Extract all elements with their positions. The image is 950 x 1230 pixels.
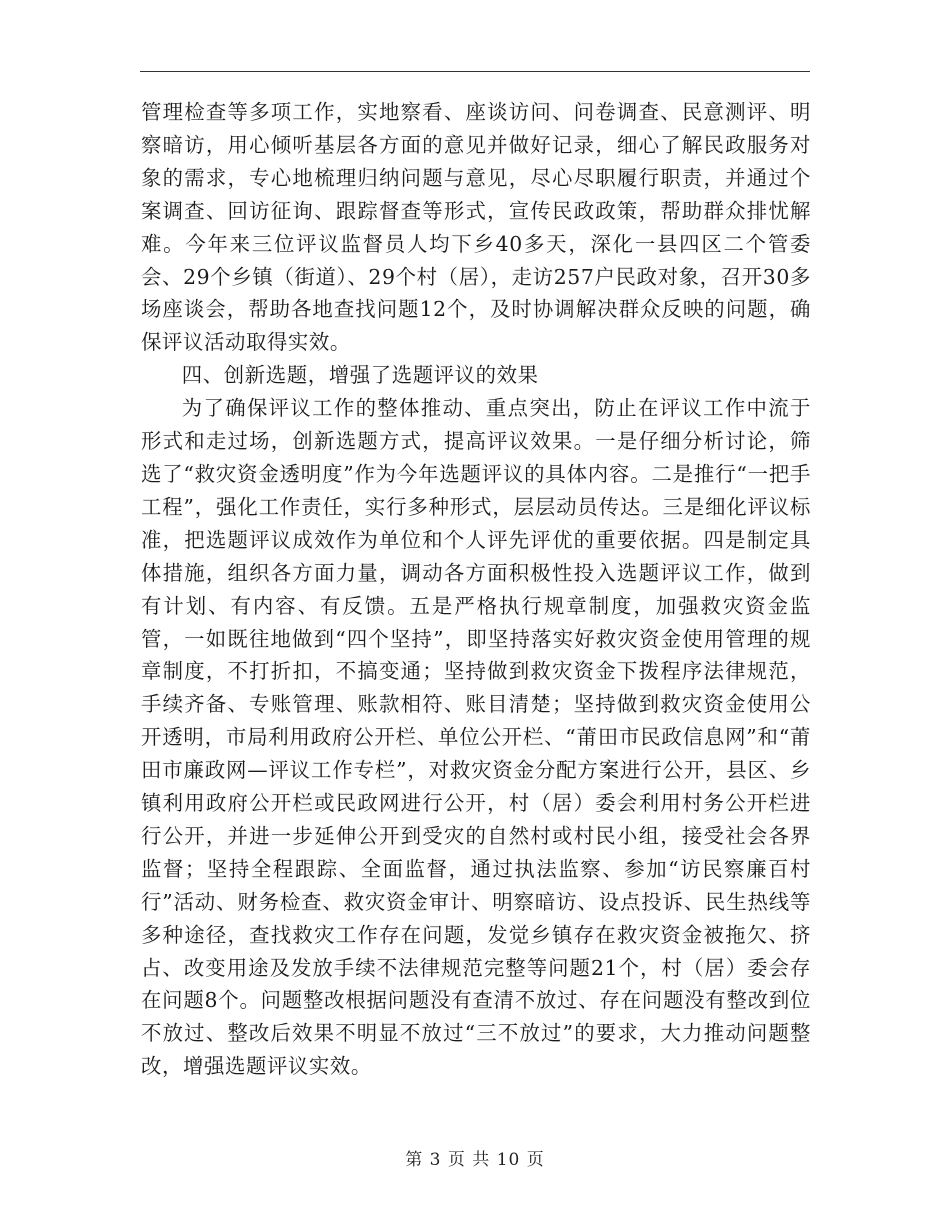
section-heading: 四、创新选题，增强了选题评议的效果 — [181, 363, 539, 388]
paragraph-continuation: 管理检查等多项工作，实地察看、座谈访问、问卷调查、民意测评、明察暗访，用心倾听基层各方面的意见并做好记录，细心了解民政服务对象的需求，专心地梳理归纳问题与意见，尽心尽职履行职责，并通过个案调查、回访征询、跟踪督查等形式，宣传民政政策，帮助群众排忧解难。今年来三位评议监督员人均下乡40多天，深化一县四区二个管委会、29个乡镇（街道）、29个村（居），走访257户民政对象，召开30多场座谈会，帮助各地查找问题12个，及时协调解决群众反映的问题，确保评议活动取得实效。 — [141, 100, 811, 355]
page-number: 第 3 页 共 10 页 — [405, 1150, 545, 1170]
document-body — [141, 96, 811, 1083]
paragraph-section-four: 为了确保评议工作的整体推动、重点突出，防止在评议工作中流于形式和走过场，创新选题方式，提高评议效果。一是仔细分析讨论，筛选了“救灾资金透明度”作为今年选题评议的具体内容。二是推行“一把手工程”，强化工作责任，实行多种形式，层层动员传达。三是细化评议标准，把选题评议成效作为单位和个人评先评优的重要依据。四是制定具体措施，组织各方面力量，调动各方面积极性投入选题评议工作，做到有计划、有内容、有反馈。五是严格执行规章制度，加强救灾资金监管，一如既往地做到“四个坚持”，即坚持落实好救灾资金使用管理的规章制度，不打折扣，不搞变通；坚持做到救灾资金下拨程序法律规范，手续齐备、专账管理、账款相符、账目清楚；坚持做到救灾资金使用公开透明，市局利用政府公开栏、单位公开栏、“莆田市民政信息网”和“莆田市廉政网—评议工作专栏”，对救灾资金分配方案进行公开，县区、乡镇利用政府公开栏或民政网进行公开，村（居）委会利用村务公开栏进行公开，并进一步延伸公开到受灾的自然村或村民小组，接受社会各界监督；坚持全程跟踪、全面监督，通过执法监察、参加“访民察廉百村行”活动、财务检查、救灾资金审计、明察暗访、设点投诉、民生热线等多种途径，查找救灾工作存在问题，发觉乡镇存在救灾资金被拖欠、挤占、改变用途及发放手续不法律规范完整等问题21个，村（居）委会存在问题8个。问题整改根据问题没有查清不放过、存在问题没有整改到位不放过、整改后效果不明显不放过“三不放过”的要求，大力推动问题整改，增强选题评议实效。 — [141, 396, 811, 1079]
header-rule — [140, 71, 810, 72]
